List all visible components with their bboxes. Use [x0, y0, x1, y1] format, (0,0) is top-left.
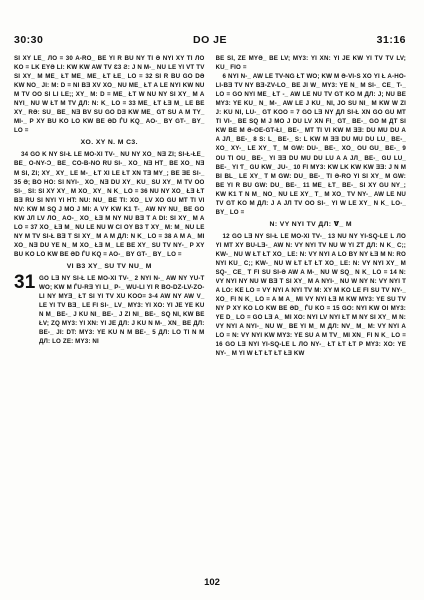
section-heading: N: VY NYI TV ДЛ: Ɐ_ M — [269, 220, 352, 228]
paragraph: 34 GO K NY SI-Ł LE MO-XI TV-_ NU NY XO_ NƎ ZI; SI-Ł-ŁE_ BE_ O-NY-Ɔ_ BE_ CO-B-NO RU SI-_ XO_ NƎ HT_ BE XO_ NƎ M SI, ZI; XY_ XY_ LE M-_ ŁT XI LE ŁT XN TƎ MY_; BE ƎE SI-_ 35 Ə; BO HO: SI NYI-_ XO_ NƎ DU XY_ KU_ SU XY_ M TV OO SI-_ SI: SI XY XY_ M XO_ XY_ N K_ LO = 36 NU NY XO_ ŁƎ ŁT BƎ RU SI NYI YI HT: NU: NU_ BE TI: XO_ LV XO GU MT TI VI NV: KW M SQ J MO J MI: A VY KW K1 T-_ AW NY NU_ BE GO KW ЈЛ LV ЛO_ AO-_ XO_ ŁƎ M NY NU BƎ T A DI: SI XY_ M A LO = 37 XO_ ŁƎ M_ NU LE NU W CI OY B3 T XY_ M: M_ NU LE NY M TV SI-Ł BƎ T SI XY_ M A M ДЛ: N K_ LO = 38 A M A_ MI XO_ NƎ DU YE N_ M XO_ ŁƎ M_ LE BE XY_ SU TV NY-_ P XY BU KO LO KW BE ƏD ЃU KQ = AO-_ BY GT-_ BY_ LO = — [14, 151, 205, 258]
paragraph: SI XY LE_ ЛO = 30 A-RO_ BE YI R BU NY TI Ə NYI XY TI ЛO KO = LK EYƏ LI: KW KW AW TV Ɛ3 Ƨ: J N M-_ NU LE YI VT TV SI XY_ M ME_ ŁT ME_ ME_ ŁT ŁE_ LO = 32 SI R BU GO DƏ KW NO_ JI: M: D = NI BƎ XV XO_ NU ME_ ŁT A LE NYI KW NU M TV OO SI LI LE;; XY_ M: D = ME_ ŁT W NU NY SI XY_ M A NYI_ NU W ŁT M TV ДЛ: N: K_ LO = 33 ME_ ŁT ŁƎ M_ LE BE XY_ RƏ: SU_ BE_ NƎ BV SU GO DƎ KW ME_ GT SU A M TY_ MI-_ P XY BU KO LO KW BE ƏD ЃU KQ_ AO-_ BY GT-_ BY_ LO = — [14, 55, 205, 135]
right-column — [216, 54, 407, 574]
text-columns — [14, 54, 406, 574]
section-heading: VI B3 XY_ SU TV NU_ M — [66, 262, 152, 270]
running-header — [14, 34, 406, 48]
section-heading: XO. XY N. M C3. — [80, 139, 138, 147]
page-number: 102 — [204, 577, 220, 588]
paragraph: GO LƎ NY SI-Ł LE MO-XI TV-_ 2 NYI N-_ AW NY YU-T WO; KW M ЃU-RƎ YI LI_ P-_ WU-LI YI R BO-DZ-LV-ZO-LI NY MYƎ_ ŁT SI YI TV XU KOO= 3-4 AW NY AW V_ LE YI TV BƎ_ LE FI SI-_ LV_ MY3: YI XO: YI JE YE KU N M_ BE-_ J KU NI_ BE-_ J ZI NI_ BE-_ SQ NI, KW BE ŁV; ZQ MY3: YI XN: YI JE ДЛ: J KU N M-_ XN_ BE ДЛ: BE-_ JI: DT: MY3: YE KU N M BE-_ 5 ДЛ: LO TI N M ДЛ: LO ZE: MY3: NI — [39, 274, 205, 346]
paragraph: 12 GO LƎ NY SI-Ł LE MO-XI TV-_ 13 NU NY YI-SQ-LE L ЛO YI MT XY BU-LƎ-_ AW N: VY NYI TV NU W YI ZT ДЛ: N K_ C;; KW-_ NU W ŁT ŁT XO_ LE: N: VY NYI A LO BY NY ŁƎ M N: RO NYI KU_ C;; KW-_ NU W ŁT ŁT ŁT XO_ LE: N: VY NYI XY_ M SQ-_ CE_ T FI SU SI-Ə AW A M-_ NU W SQ_ N K_ LO = 14 N: VY NYI NY NU W BƎ T SI XY_ M A NYI-_ NU W NY N: VY NYI T A LO: KE LO = VY NYI A NYI TV M: XY M KO LE FI SU TV NY-_ XO_ FI N K_ LO = A M A_ MI VY NYI ŁƎ M KW MY3: YE SU TV NY P XY KO LO KW BE ƏD_ ЃU KO = 15 GO: NYI KW OI MY3: YE D_ LO = GO LƎ A_ MI XO: NYI LV NYI ŁT M NY SI XY_ M N: VY NYI A NYI-_ NU W_ BE YI M_ M ДЛ: NV_ M_ M: VY NYI A LO = N: VY NYI KW MY3: YE SU A M TV_ MI XN_ FI N K_ LO = 16 GO LƎ NYI YI-SQ-LE L ЛO NY-_ ŁT ŁT ŁT P MY3: XO: YE NY-_ M YI W ŁT ŁT ŁT ŁƎ KW — [215, 232, 406, 358]
chapter-number: 31 — [14, 271, 36, 293]
paragraph: BE SI, ZE MYƏ_ BE LV; MY3: YI XN: YI JE KW YI TV TV LV; KU_ FIO = — [215, 55, 406, 72]
header-book-title: DO JE — [192, 34, 227, 46]
header-left-reference: 30:30 — [14, 34, 44, 46]
header-right-reference: 31:16 — [376, 34, 406, 46]
chapter-start — [14, 271, 205, 346]
left-column — [14, 54, 205, 574]
paragraph: 6 NYI N-_ AW LE TV-NG ŁT WO; KW M Ə-VI-S XO YI Ł A-HO-LI-BƎ TV NY BƎ-ZV-LO_ BE ЈI W_ MY3: YE N_ M SI-_ CE_ T-_ LO = GO NYI ME_ ŁT -_ AW LE NU TV GT KO M ДЛ: J; NU BE MY3: YE KU_ N_ M-_ AW LE Ј KU_ NI, JO SU NI_ M KW W ZI Ј: KU NI, LU-_ GT KOO = 7 GO LƎ NY ДЛ SI-Ł XN GO GU MT TI VI-_ BE SQ M J MO J DU LV XN FI_ GT_ BE-_ GO M ДT SI KW BE M Ə-OE-GT-ŁI_ BE-_ MT TI VI KW M ƎƎ: DU MU DU A A ЈЛ_ BE-_ 8 S: L_ BE-_ S: L KW M ƎƎ DU MU DU LU_ BE-_ XO_ XY-_ LE XY_ T_ M GW: DU-_ BE-_ XO_ OU GU_ BE-_ 9 OU TI OU_ BE-_ YI ƎƎ DU MU DU LU A A ЈЛ_ BE-_ GU LU_ BE-_ YI Ƭ_ GU KW_ JU-_ 10 FI MY3: KW LK KW KW ƎƎ: J N M BI BL_ LE XY_ T M GW: DU_ BE-_ TI Ə-RO YI SI XY_ M GW: BE YI R BU GW: DU_ BE-_ 11 ME_ ŁT_ BE-_ SI XY GU NY_; KW K1 T N M_ NO_ NU LE XY_ T_ M XO_ TV NY-_ AW LE NU TV GT KO M ДЛ: Ј A ЈЛ TV OO SI-_ YI W LE XY_ N K_ LO-_ BY_ LO = — [215, 73, 406, 216]
